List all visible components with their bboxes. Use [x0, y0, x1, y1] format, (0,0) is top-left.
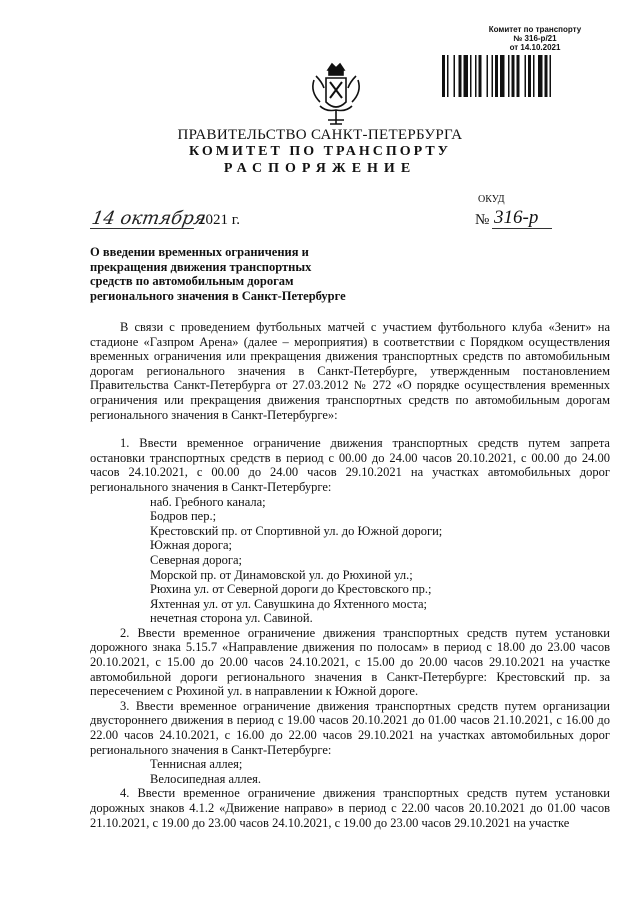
item-1-list [90, 495, 610, 626]
stamp-line-2: № 316-р/21 [513, 34, 557, 43]
committee-title: КОМИТЕТ ПО ТРАНСПОРТУ [189, 144, 451, 159]
spacer [90, 422, 610, 436]
handwritten-number: 316-р [494, 207, 539, 228]
list-item: Бодров пер.; [150, 509, 217, 524]
number-underline [492, 228, 552, 229]
item-1-paragraph: 1. Ввести временное ограничение движения транспортных средств путем запрета остановки транспортных средств в период с 00.00 до 24.00 часов 20.10.2021, с 00.00 до 24.00 часов 24.10.2021, с 00.00 до 24.00 часов 29.10.2021 на участках автомобильных дорог регионального значения в Санкт-Петербурге: [90, 436, 610, 494]
okud-label: ОКУД [478, 194, 505, 205]
stamp-line-1: Комитет по транспорту [488, 25, 582, 34]
item-3-list [90, 757, 610, 786]
body-text [90, 320, 610, 830]
item-3-paragraph: 3. Ввести временное ограничение движения транспортных средств путем организации двустороннего движения в период с 19.00 часов 20.10.2021 до 01.00 часов 21.10.2021, с 16.00 до 22.00 часов 24.10.2021, с 16.00 до 22.00 часов 29.10.2021 на участках автомобильных дорог регионального значения в Санкт-Петербурге: [90, 698, 610, 757]
intro-paragraph: В связи с проведением футбольных матчей с участием футбольного клуба «Зенит» на стадионе «Газпром Арена» (далее – мероприятия) в соответствии с Порядком осуществления временных ограничения или прекращения движения транспортных средств по автомобильным дорогам регионального значения в Санкт-Петербурге, утвержденным постановлением Правительства Санкт-Петербурга от 27.03.2012 № 272 «О порядке осуществления временных ограничения или прекращения движения транспортных средств по автомобильным дорогам регионального значения в Санкт-Петербурге»: [90, 320, 610, 422]
handwritten-date: 14 октября [90, 208, 208, 229]
list-item: Рюхина ул. от Северной дороги до Крестовского пр.; [150, 582, 432, 597]
list-item: наб. Гребного канала; [150, 494, 266, 509]
number-label: № [475, 212, 490, 228]
list-item: Крестовский пр. от Спортивной ул. до Южной дороги; [150, 523, 443, 538]
list-item: Морской пр. от Динамовской ул. до Рюхиной ул.; [150, 567, 413, 582]
registration-stamp [470, 25, 600, 52]
date-year: 2021 г. [198, 212, 240, 228]
date-underline [90, 228, 194, 229]
government-title: ПРАВИТЕЛЬСТВО САНКТ-ПЕТЕРБУРГА [177, 127, 463, 143]
list-item: Яхтенная ул. от ул. Савушкина до Яхтенного моста; [150, 596, 427, 611]
list-item: Северная дорога; [150, 552, 243, 567]
stamp-line-3: от 14.10.2021 [509, 43, 561, 52]
document-type-title: РАСПОРЯЖЕНИЕ [223, 161, 417, 176]
list-item: Велосипедная аллея. [150, 771, 262, 786]
coat-of-arms-icon [306, 62, 366, 130]
list-item: Теннисная аллея; [150, 757, 243, 772]
barcode [440, 55, 610, 97]
item-4-paragraph: 4. Ввести временное ограничение движения транспортных средств путем установки дорожных знаков 4.1.2 «Движение направо» в период с 22.00 часов 20.10.2021 до 01.00 часов 21.10.2021, с 19.00 до 23.00 часов 24.10.2021, с 19.00 до 23.00 часов 29.10.2021 на участке [90, 786, 610, 830]
item-2-paragraph: 2. Ввести временное ограничение движения транспортных средств путем установки дорожного знака 5.15.7 «Направление движения по полосам» в период с 18.00 до 23.00 часов 20.10.2021, с 15.00 до 20.00 часов 24.10.2021, с 15.00 до 20.00 часов 29.10.2021 на участке автомобильной дороги регионального значения в Санкт-Петербурге: Крестовский пр. за пересечением с Рюхиной ул. в направлении к Южной дороге. [90, 625, 610, 699]
list-item: Южная дорога; [150, 538, 233, 553]
document-subject: О введении временных ограничения и прекращения движения транспортных средств по автомобильным дорогам регионального значения в Санкт-Петербурге [90, 245, 346, 303]
list-item: нечетная сторона ул. Савиной. [150, 611, 313, 626]
